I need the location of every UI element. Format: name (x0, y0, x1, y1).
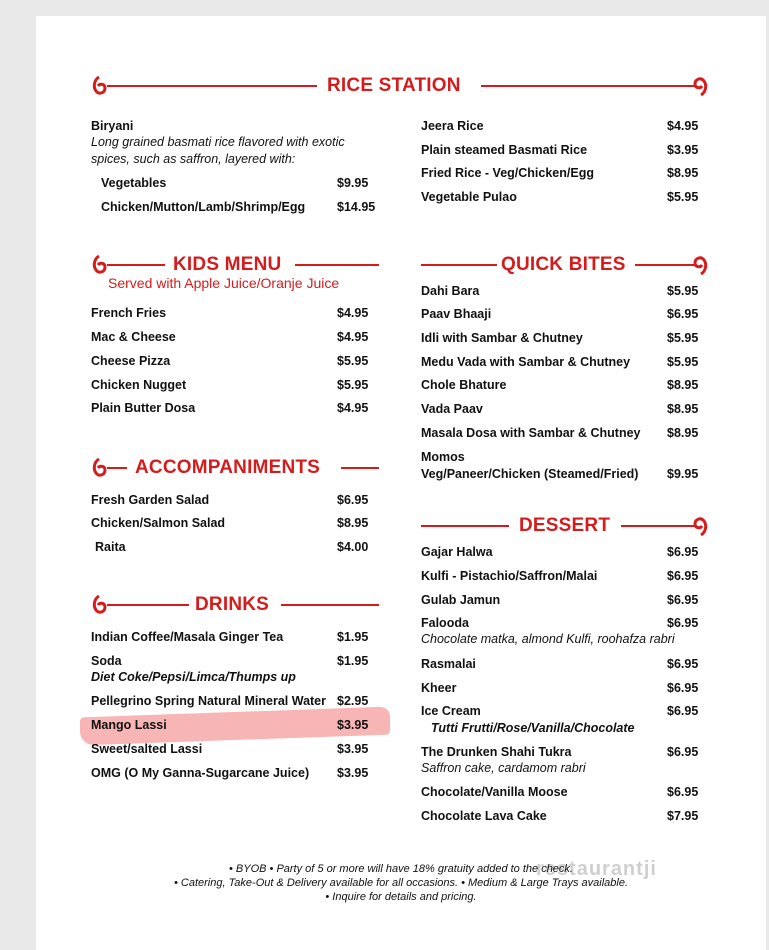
menu-item-price: $3.95 (337, 742, 369, 756)
menu-item-name: Kulfi - Pistachio/Saffron/Malai (421, 569, 598, 583)
menu-item-name: Jeera Rice (421, 119, 484, 133)
kids-menu-header (91, 253, 381, 277)
accompaniments-header (91, 456, 381, 480)
menu-item-price: $5.95 (337, 378, 369, 392)
section-title: KIDS MENU (173, 254, 282, 275)
menu-item-name: Biryani (91, 119, 134, 133)
menu-item-price: $5.95 (667, 190, 699, 204)
menu-item-price: $6.95 (667, 704, 699, 718)
menu-item-name: Dahi Bara (421, 284, 480, 298)
menu-item-name: Chocolate/Vanilla Moose (421, 785, 568, 799)
menu-item-name: Plain Butter Dosa (91, 401, 196, 415)
menu-item-name: Falooda (421, 616, 469, 630)
footer-line: • Inquire for details and pricing. (325, 891, 477, 903)
header-rule (341, 467, 379, 469)
right-swirl-icon (691, 74, 709, 98)
menu-item-name: Idli with Sambar & Chutney (421, 331, 583, 345)
menu-item-name: Chocolate Lava Cake (421, 809, 547, 823)
menu-item-price: $4.00 (337, 540, 369, 554)
drinks-header (91, 593, 381, 617)
menu-item-name: Chicken Nugget (91, 378, 187, 392)
item-description: Chocolate matka, almond Kulfi, roohafza rabri (421, 632, 675, 646)
watermark: restaurantji (536, 858, 657, 880)
dessert-header (421, 514, 711, 538)
menu-item-name: Fresh Garden Salad (91, 493, 210, 507)
menu-item-price: $6.95 (667, 657, 699, 671)
header-rule (107, 264, 165, 266)
menu-item-price: $6.95 (667, 785, 699, 799)
menu-item-price: $1.95 (337, 654, 369, 668)
item-description: Tutti Frutti/Rose/Vanilla/Chocolate (431, 721, 635, 735)
menu-item-name: Vada Paav (421, 402, 483, 416)
menu-item-price: $6.95 (667, 545, 699, 559)
menu-item-name: Sweet/salted Lassi (91, 742, 203, 756)
menu-item-name: Indian Coffee/Masala Ginger Tea (91, 630, 284, 644)
menu-item-price: $3.95 (337, 718, 369, 732)
menu-item-name: Chole Bhature (421, 378, 507, 392)
menu-item-price: $8.95 (337, 516, 369, 530)
menu-item-price: $9.95 (667, 467, 699, 481)
menu-item-name: Soda (91, 654, 122, 668)
menu-item-name: Veg/Paneer/Chicken (Steamed/Fried) (421, 467, 639, 481)
header-rule (295, 264, 379, 266)
header-rule (107, 604, 189, 606)
menu-item-price: $4.95 (337, 306, 369, 320)
menu-item-price: $6.95 (667, 307, 699, 321)
menu-item-price: $8.95 (667, 378, 699, 392)
menu-item-price: $5.95 (667, 355, 699, 369)
menu-item-price: $8.95 (667, 402, 699, 416)
menu-item-name: Medu Vada with Sambar & Chutney (421, 355, 631, 369)
menu-item-price: $5.95 (667, 284, 699, 298)
menu-item-name: Vegetables (101, 176, 167, 190)
section-title: ACCOMPANIMENTS (135, 457, 321, 478)
menu-item-price: $8.95 (667, 426, 699, 440)
menu-item-price: $6.95 (667, 681, 699, 695)
menu-item-price: $3.95 (667, 143, 699, 157)
menu-item-name: Rasmalai (421, 657, 476, 671)
menu-item-name: Raita (95, 540, 126, 554)
menu-item-price: $6.95 (667, 569, 699, 583)
menu-item-name: Paav Bhaaji (421, 307, 492, 321)
menu-item-price: $5.95 (337, 354, 369, 368)
section-title: DRINKS (195, 594, 270, 615)
menu-item-price: $4.95 (667, 119, 699, 133)
header-rule (421, 525, 509, 527)
section-title: DESSERT (519, 515, 611, 536)
menu-item-price: $6.95 (337, 493, 369, 507)
menu-item-name: French Fries (91, 306, 167, 320)
menu-item-name: OMG (O My Ganna-Sugarcane Juice) (91, 766, 310, 780)
menu-item-name: Momos (421, 450, 465, 464)
menu-item-name: Vegetable Pulao (421, 190, 517, 204)
rice-station-header (91, 74, 711, 98)
header-rule (621, 525, 697, 527)
item-description: Long grained basmati rice flavored with exotic (91, 135, 345, 149)
header-rule (635, 264, 697, 266)
menu-item-price: $9.95 (337, 176, 369, 190)
quick-bites-header (421, 253, 711, 277)
menu-item-price: $7.95 (667, 809, 699, 823)
menu-item-name: Gulab Jamun (421, 593, 501, 607)
menu-item-price: $14.95 (337, 200, 376, 214)
header-rule (107, 467, 127, 469)
menu-item-name: Fried Rice - Veg/Chicken/Egg (421, 166, 594, 180)
menu-item-name: Chicken/Mutton/Lamb/Shrimp/Egg (101, 200, 306, 214)
menu-item-price: $2.95 (337, 694, 369, 708)
section-title: RICE STATION (327, 75, 461, 96)
menu-item-name: Pellegrino Spring Natural Mineral Water (91, 694, 326, 708)
menu-item-price: $5.95 (667, 331, 699, 345)
header-rule (107, 85, 317, 87)
footer-line: • BYOB • Party of 5 or more will have 18% gratuity added to the check. (229, 863, 573, 875)
right-swirl-icon (691, 514, 709, 538)
menu-item-price: $4.95 (337, 330, 369, 344)
menu-item-price: $6.95 (667, 745, 699, 759)
item-description: Saffron cake, cardamom rabri (421, 761, 586, 775)
menu-item-name: Cheese Pizza (91, 354, 171, 368)
menu-item-name: Kheer (421, 681, 457, 695)
menu-page (36, 16, 766, 950)
menu-item-name: Plain steamed Basmati Rice (421, 143, 588, 157)
item-description: Diet Coke/Pepsi/Limca/Thumps up (91, 670, 296, 684)
menu-item-price: $3.95 (337, 766, 369, 780)
right-swirl-icon (691, 253, 709, 277)
section-title: QUICK BITES (501, 254, 626, 275)
menu-item-price: $4.95 (337, 401, 369, 415)
menu-item-name: Mac & Cheese (91, 330, 176, 344)
menu-item-name: Masala Dosa with Sambar & Chutney (421, 426, 641, 440)
header-rule (481, 85, 696, 87)
section-subtitle: Served with Apple Juice/Oranje Juice (108, 275, 340, 291)
menu-item-price: $8.95 (667, 166, 699, 180)
footer-line: • Catering, Take-Out & Delivery available for all occasions. • Medium & Large Trays available. (173, 877, 628, 889)
menu-item-name: The Drunken Shahi Tukra (421, 745, 572, 759)
header-rule (421, 264, 497, 266)
menu-item-name: Chicken/Salmon Salad (91, 516, 226, 530)
menu-item-price: $6.95 (667, 593, 699, 607)
menu-item-name: Gajar Halwa (421, 545, 493, 559)
menu-item-name: Mango Lassi (91, 718, 167, 732)
menu-item-name: Ice Cream (421, 704, 481, 718)
item-description: spices, such as saffron, layered with: (91, 152, 296, 166)
header-rule (281, 604, 379, 606)
menu-item-price: $1.95 (337, 630, 369, 644)
menu-item-price: $6.95 (667, 616, 699, 630)
